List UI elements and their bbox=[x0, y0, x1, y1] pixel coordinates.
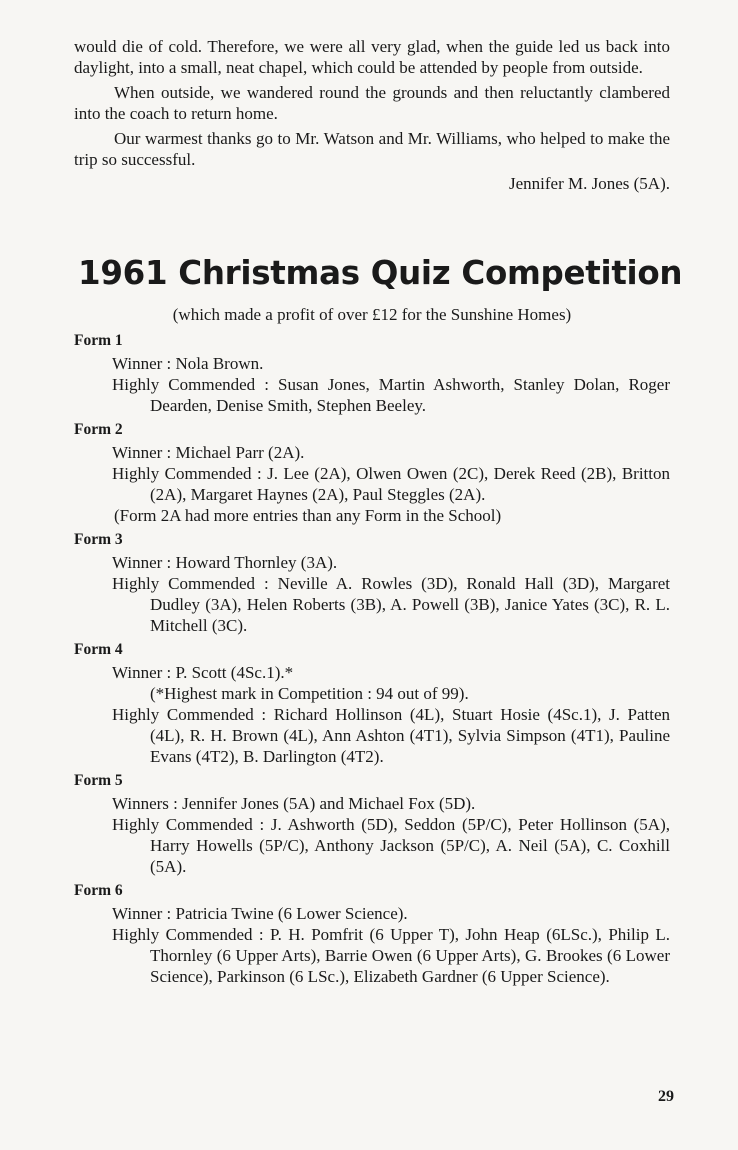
form-heading: Form 6 bbox=[74, 882, 123, 899]
intro-paragraph-2: When outside, we wandered round the grounds and then reluctantly clambered into the coach to return home. bbox=[74, 83, 670, 123]
form-heading: Form 5 bbox=[74, 772, 123, 789]
commended-entry: Highly Commended : J. Lee (2A), Olwen Owen (2C), Derek Reed (2B), Britton (2A), Margaret Haynes (2A), Paul Steggles (2A). bbox=[112, 464, 670, 504]
form-heading: Form 3 bbox=[74, 531, 123, 548]
intro-paragraph-3: Our warmest thanks go to Mr. Watson and Mr. Williams, who helped to make the trip so successful. bbox=[74, 129, 670, 169]
commended-entry: Highly Commended : Susan Jones, Martin Ashworth, Stanley Dolan, Roger Dearden, Denise Smith, Stephen Beeley. bbox=[112, 375, 670, 415]
intro-paragraph-1: would die of cold. Therefore, we were all very glad, when the guide led us back into daylight, into a small, neat chapel, which could be attended by people from outside. bbox=[74, 37, 670, 77]
page-title: 1961 Christmas Quiz Competition bbox=[78, 254, 683, 292]
commended-entry: Highly Commended : Richard Hollinson (4L), Stuart Hosie (4Sc.1), J. Patten (4L), R. H. Brown (4L), Ann Ashton (4T1), Sylvia Simpson (4T1), Pauline Evans (4T2), B. Darlington (4T2). bbox=[112, 705, 670, 766]
form-5-section bbox=[74, 771, 670, 877]
form-heading: Form 4 bbox=[74, 641, 123, 658]
form-1-section bbox=[74, 331, 670, 416]
commended-entry: Highly Commended : Neville A. Rowles (3D), Ronald Hall (3D), Margaret Dudley (3A), Helen Roberts (3B), A. Powell (3B), Janice Yates (3C), R. L. Mitchell (3C). bbox=[112, 574, 670, 635]
form-note: (Form 2A had more entries than any Form in the School) bbox=[114, 506, 502, 525]
form-heading: Form 2 bbox=[74, 421, 123, 438]
winner-entry: Winner : Patricia Twine (6 Lower Science). bbox=[112, 904, 408, 923]
page-subtitle: (which made a profit of over £12 for the Sunshine Homes) bbox=[172, 305, 572, 324]
commended-entry: Highly Commended : J. Ashworth (5D), Seddon (5P/C), Peter Hollinson (5A), Harry Howells (5P/C), Anthony Jackson (5P/C), A. Neil (5A), C. Coxhill (5A). bbox=[112, 815, 670, 876]
form-6-section bbox=[74, 881, 670, 987]
winner-note: (*Highest mark in Competition : 94 out of 99). bbox=[150, 684, 469, 703]
form-3-section bbox=[74, 530, 670, 636]
page-number: 29 bbox=[658, 1088, 674, 1105]
form-heading: Form 1 bbox=[74, 332, 123, 349]
winner-entry: Winner : Michael Parr (2A). bbox=[112, 443, 305, 462]
form-2-section bbox=[74, 420, 670, 526]
winner-entry: Winner : P. Scott (4Sc.1).* bbox=[112, 663, 294, 682]
article-signature: Jennifer M. Jones (5A). bbox=[509, 174, 670, 193]
commended-entry: Highly Commended : P. H. Pomfrit (6 Upper T), John Heap (6LSc.), Philip L. Thornley (6 Upper Arts), Barrie Owen (6 Upper Arts), G. Brookes (6 Lower Science), Parkinson (6 LSc.), Elizabeth Gardner (6 Upper Science). bbox=[112, 925, 670, 986]
winner-entry: Winner : Nola Brown. bbox=[112, 354, 264, 373]
winner-entry: Winner : Howard Thornley (3A). bbox=[112, 553, 338, 572]
winner-entry: Winners : Jennifer Jones (5A) and Michael Fox (5D). bbox=[112, 794, 476, 813]
form-4-section bbox=[74, 640, 670, 767]
